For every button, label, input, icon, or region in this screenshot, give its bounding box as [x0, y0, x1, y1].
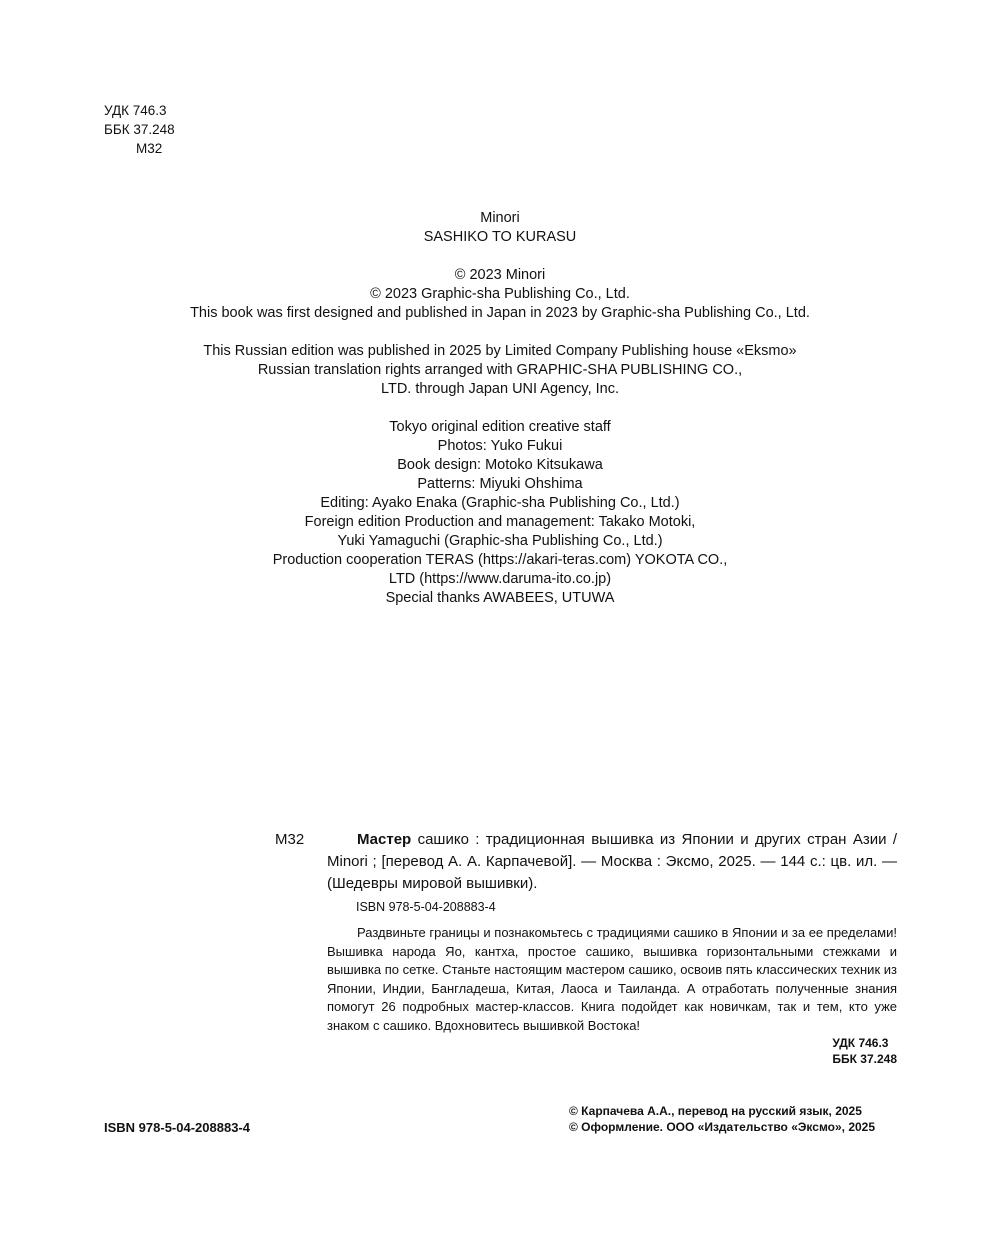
russian-edition-block — [0, 342, 1000, 399]
copyright-block — [0, 266, 1000, 323]
creative-staff-block — [0, 418, 1000, 608]
original-title-block — [0, 209, 1000, 247]
catalog-author-mark: М32 — [275, 831, 305, 848]
staff-editing: Editing: Ayako Enaka (Graphic-sha Publishing Co., Ltd.) — [320, 495, 680, 511]
staff-foreign-line-1: Foreign edition Production and management: Takako Motoki, — [304, 514, 696, 530]
staff-heading: Tokyo original edition creative staff — [389, 419, 611, 435]
footer-copyright — [569, 1103, 875, 1135]
staff-thanks: Special thanks AWABEES, UTUWA — [385, 590, 615, 606]
staff-cooperation-line-1: Production cooperation TERAS (https://akari-teras.com) YOKOTA CO., — [272, 552, 728, 568]
copyright-publisher: © 2023 Graphic-sha Publishing Co., Ltd. — [370, 286, 630, 302]
catalog-abstract-text: Раздвиньте границы и познакомьтесь с традициями сашико в Японии и за ее пределами! Вышивка народа Яо, кантха, простое сашико, вышивка горизонтальными стежками и вышивка по сетке. Станьте настоящим мастером сашико, освоив пять классических техник из Японии, Индии, Бангладеша, Китая, Лаоса и Таиланда. А отработать полученные знания помогут 26 подробных мастер-классов. Книга подойдет как новичкам, так и тем, кто уже знаком с сашико. Вдохновитесь вышивкой Востока! — [327, 925, 897, 1033]
staff-cooperation-line-2: LTD (https://www.daruma-ito.co.jp) — [388, 571, 612, 587]
russian-edition-line-3: LTD. through Japan UNI Agency, Inc. — [380, 381, 620, 397]
copyright-author: © 2023 Minori — [454, 267, 546, 283]
russian-edition-line-2: Russian translation rights arranged with GRAPHIC-SHA PUBLISHING CO., — [257, 362, 743, 378]
original-title: SASHIKO TO KURASU — [423, 229, 577, 245]
catalog-entry-text: сашико : традиционная вышивка из Японии и других стран Азии / Minori ; [перевод А. А. Карпачевой]. — Москва : Эксмо, 2025. — 144 с.: цв. ил. — (Шедевры мировой вышивки). — [327, 831, 897, 892]
staff-foreign-line-2: Yuki Yamaguchi (Graphic-sha Publishing Co., Ltd.) — [337, 533, 663, 549]
classification-codes-top — [104, 101, 175, 158]
copyright-translation: © Карпачева А.А., перевод на русский язык, 2025 — [569, 1104, 862, 1118]
original-author: Minori — [480, 210, 520, 226]
catalog-isbn: ISBN 978-5-04-208883-4 — [356, 900, 496, 914]
catalog-abstract — [327, 924, 897, 1036]
staff-patterns: Patterns: Miyuki Ohshima — [417, 476, 583, 492]
staff-photos: Photos: Yuko Fukui — [437, 438, 563, 454]
catalog-entry — [327, 829, 897, 895]
catalog-title: Мастер — [357, 831, 412, 848]
catalog-classification — [832, 1035, 897, 1067]
first-published-line: This book was first designed and published in Japan in 2023 by Graphic-sha Publishing Co., Ltd. — [190, 305, 810, 321]
catalog-udk: УДК 746.3 — [832, 1036, 889, 1050]
russian-edition-line-1: This Russian edition was published in 2025 by Limited Company Publishing house «Eksmo» — [203, 343, 797, 359]
bbk-code: ББК 37.248 — [104, 122, 175, 137]
catalog-bbk: ББК 37.248 — [832, 1052, 897, 1066]
udk-code: УДК 746.3 — [104, 103, 167, 118]
copyright-design: © Оформление. ООО «Издательство «Эксмо», 2025 — [569, 1120, 876, 1134]
footer-isbn: ISBN 978-5-04-208883-4 — [104, 1120, 250, 1135]
author-mark: М32 — [136, 141, 163, 156]
staff-book-design: Book design: Motoko Kitsukawa — [397, 457, 603, 473]
